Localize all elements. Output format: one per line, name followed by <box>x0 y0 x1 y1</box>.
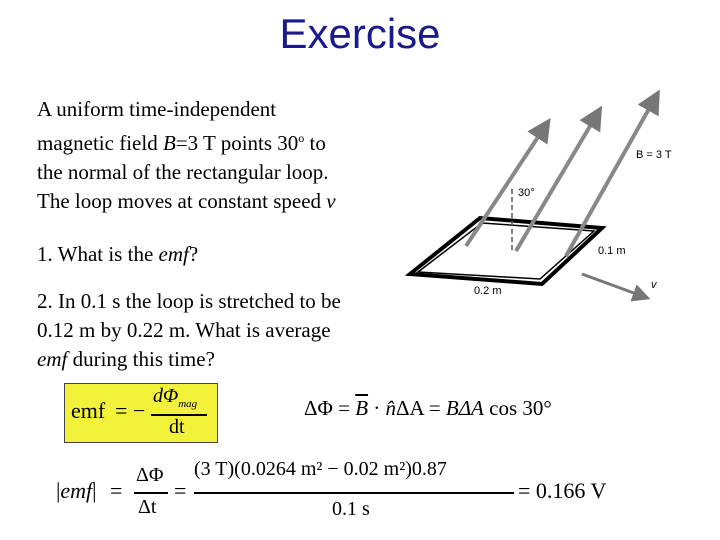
problem-line-2: magnetic field B=3 T points 30$^o$ to <box>37 131 326 155</box>
loop-field-diagram <box>396 88 696 308</box>
problem-line-4: The loop moves at constant speed v <box>37 189 336 213</box>
question-1: 1. What is the emf? <box>37 242 199 266</box>
question-2: 2. In 0.1 s the loop is stretched to be 0.12 m by 0.22 m. What is average emf during this time? <box>37 289 341 371</box>
emf-definition-box: emf = − $d\Phi_{mag}$ dt <box>64 383 218 443</box>
velocity-label: v <box>651 279 657 291</box>
field-arrows <box>466 100 654 256</box>
velocity-arrow <box>582 274 642 296</box>
flux-change-formula: $\Delta\Phi = \overline{B}$ · n̂ΔA = BΔA cos 30° <box>304 396 552 420</box>
field-label: B = 3 T <box>636 149 672 161</box>
problem-line-3: the normal of the rectangular loop. <box>37 160 329 184</box>
slide-title: Exercise <box>279 10 441 57</box>
rectangular-loop <box>410 218 602 284</box>
problem-line-1: A uniform time-independent <box>37 97 277 121</box>
angle-label: 30° <box>518 187 535 199</box>
length-label: 0.2 m <box>474 285 502 297</box>
problem-statement <box>37 95 397 216</box>
width-label: 0.1 m <box>598 245 626 257</box>
